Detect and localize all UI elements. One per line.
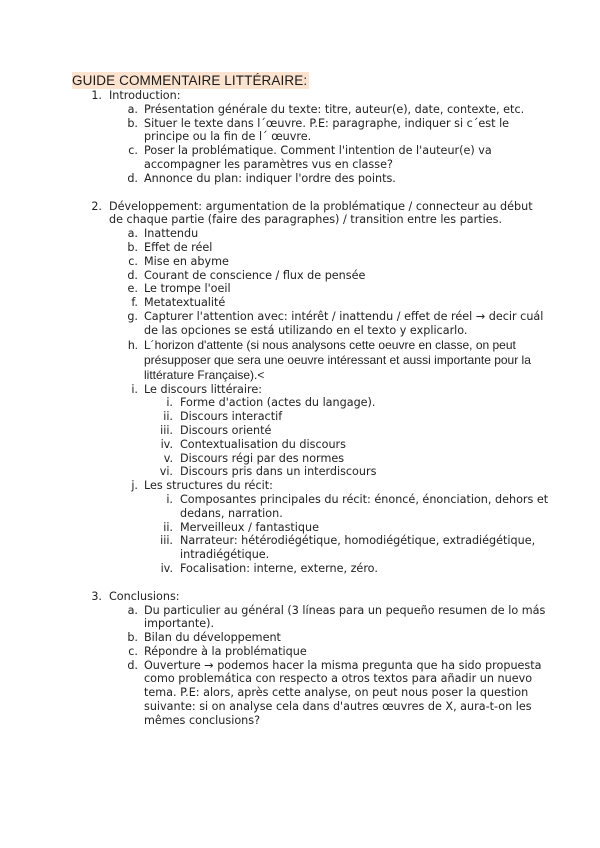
list-item bbox=[72, 424, 550, 438]
list-marker: ii. bbox=[163, 520, 173, 534]
list-item bbox=[72, 452, 550, 466]
list-marker: iii. bbox=[160, 534, 173, 548]
list-item-text: Du particulier au général (3 líneas para un pequeño resumen de lo más importante). bbox=[144, 603, 546, 631]
list-item bbox=[72, 255, 550, 269]
list-item bbox=[72, 493, 550, 521]
list-item-text: Inattendu bbox=[144, 227, 199, 241]
section-conclusions bbox=[72, 590, 550, 728]
list-item bbox=[72, 383, 550, 397]
list-item bbox=[72, 562, 550, 576]
list-item bbox=[72, 117, 550, 145]
list-item-text: Effet de réel bbox=[144, 240, 213, 254]
list-item bbox=[72, 103, 550, 117]
list-item-text: Capturer l'attention avec: intérêt / inattendu / effet de réel → decir cuál de las opciones se está utilizando en el texto y explicarlo. bbox=[144, 309, 544, 337]
list-marker: e. bbox=[127, 282, 138, 296]
list-marker: i. bbox=[166, 396, 173, 410]
list-marker: 2. bbox=[91, 199, 102, 213]
list-item bbox=[72, 296, 550, 310]
list-item-text: Mise en abyme bbox=[144, 254, 229, 268]
list-marker: h. bbox=[127, 337, 138, 352]
list-item-text: Situer le texte dans l´œuvre. P.E: paragraphe, indiquer si c´est le principe ou la fin de l´ œuvre. bbox=[144, 116, 510, 144]
list-item bbox=[72, 479, 550, 493]
list-item-text: Merveilleux / fantastique bbox=[180, 520, 319, 534]
list-marker: i. bbox=[131, 382, 138, 396]
list-item-text: Répondre à la problématique bbox=[144, 644, 307, 658]
list-marker: vi. bbox=[159, 465, 173, 479]
list-item bbox=[72, 659, 550, 728]
list-marker: i. bbox=[166, 492, 173, 506]
section-introduction bbox=[72, 89, 550, 186]
list-item-text: Annonce du plan: indiquer l'ordre des points. bbox=[144, 171, 396, 185]
section-developpement bbox=[72, 200, 550, 576]
section-label: Introduction: bbox=[109, 89, 181, 102]
list-item bbox=[72, 631, 550, 645]
list-item-text: Contextualisation du discours bbox=[180, 437, 346, 451]
list-marker: d. bbox=[127, 268, 138, 282]
list-item-text: Courant de conscience / flux de pensée bbox=[144, 268, 366, 282]
list-item-text: Poser la problématique. Comment l'intention de l'auteur(e) va accompagner les paramètres vus en classe? bbox=[144, 144, 492, 171]
list-marker: a. bbox=[127, 102, 138, 116]
list-item-text: Discours pris dans un interdiscours bbox=[180, 465, 377, 479]
list-marker: 1. bbox=[91, 89, 102, 102]
list-item-text: Metatextualité bbox=[144, 296, 226, 310]
list-marker: a. bbox=[127, 227, 138, 241]
list-item bbox=[72, 241, 550, 255]
list-item bbox=[72, 521, 550, 535]
list-marker: ii. bbox=[163, 410, 173, 424]
list-marker: c. bbox=[128, 144, 138, 158]
list-marker: d. bbox=[127, 658, 138, 672]
list-item bbox=[72, 338, 550, 383]
list-item-text: Le trompe l'oeil bbox=[144, 282, 231, 296]
list-item-text: Composantes principales du récit: énoncé, énonciation, dehors et dedans, narration. bbox=[180, 492, 549, 520]
list-item-text: Le discours littéraire: bbox=[144, 382, 263, 396]
section-label: Conclusions: bbox=[109, 589, 180, 603]
list-item bbox=[72, 144, 550, 172]
list-marker: d. bbox=[127, 171, 138, 185]
list-item-text: Les structures du récit: bbox=[144, 479, 273, 493]
list-item bbox=[72, 604, 550, 632]
list-item-text: Bilan du développement bbox=[144, 631, 281, 645]
list-item bbox=[72, 310, 550, 338]
list-item bbox=[72, 534, 550, 562]
list-item-text: L´horizon d'attente (si nous analysons cette oeuvre en classe, on peut présupposer que sera une oeuvre intéressant et aussi importante pour la littérature Française).< bbox=[144, 337, 531, 382]
list-item-text: Discours interactif bbox=[180, 410, 283, 424]
list-item bbox=[72, 172, 550, 186]
list-item-text: Ouverture → podemos hacer la misma pregunta que ha sido propuesta como problemática con respecto a otros textos para añadir un nuevo tema. P.E: alors, après cette analyse, on peut nous poser la question suivante: si on analyse cela dans d'autres œuvres de X, aura-t-on les mêmes conclusions? bbox=[144, 658, 542, 727]
list-marker: c. bbox=[128, 254, 138, 268]
list-marker: b. bbox=[127, 631, 138, 645]
list-item-text: Discours régi par des normes bbox=[180, 451, 345, 465]
list-item-text: Focalisation: interne, externe, zéro. bbox=[180, 561, 378, 575]
list-item bbox=[72, 282, 550, 296]
section-spacer bbox=[72, 186, 550, 200]
list-item bbox=[72, 269, 550, 283]
list-marker: iv. bbox=[160, 561, 173, 575]
list-marker: b. bbox=[127, 240, 138, 254]
list-item bbox=[72, 465, 550, 479]
list-item bbox=[72, 227, 550, 241]
list-marker: g. bbox=[127, 309, 138, 323]
list-marker: 3. bbox=[91, 589, 102, 603]
list-marker: iii. bbox=[160, 423, 173, 437]
list-item bbox=[72, 645, 550, 659]
list-item bbox=[72, 200, 550, 228]
list-item-text: Narrateur: hétérodiégétique, homodiégétique, extradiégétique, intradiégétique. bbox=[180, 534, 536, 562]
list-item bbox=[72, 410, 550, 424]
list-item-text: Présentation générale du texte: titre, auteur(e), date, contexte, etc. bbox=[144, 102, 525, 116]
list-item bbox=[72, 438, 550, 452]
list-item bbox=[72, 590, 550, 604]
list-marker: a. bbox=[127, 603, 138, 617]
list-marker: j. bbox=[131, 479, 138, 493]
list-item bbox=[72, 396, 550, 410]
list-marker: f. bbox=[131, 296, 138, 310]
doc-title: GUIDE COMMENTAIRE LITTÉRAIRE: bbox=[72, 73, 308, 88]
list-marker: c. bbox=[128, 644, 138, 658]
list-marker: b. bbox=[127, 116, 138, 130]
list-item-text: Discours orienté bbox=[180, 423, 272, 437]
list-item-text: Forme d'action (actes du langage). bbox=[180, 396, 376, 410]
list-item bbox=[72, 89, 550, 103]
list-marker: iv. bbox=[160, 437, 173, 451]
section-spacer bbox=[72, 576, 550, 590]
section-label: Développement: argumentation de la problématique / connecteur au début de chaque partie (faire des paragraphes) / transition entre les parties. bbox=[109, 199, 533, 227]
list-marker: v. bbox=[163, 451, 173, 465]
